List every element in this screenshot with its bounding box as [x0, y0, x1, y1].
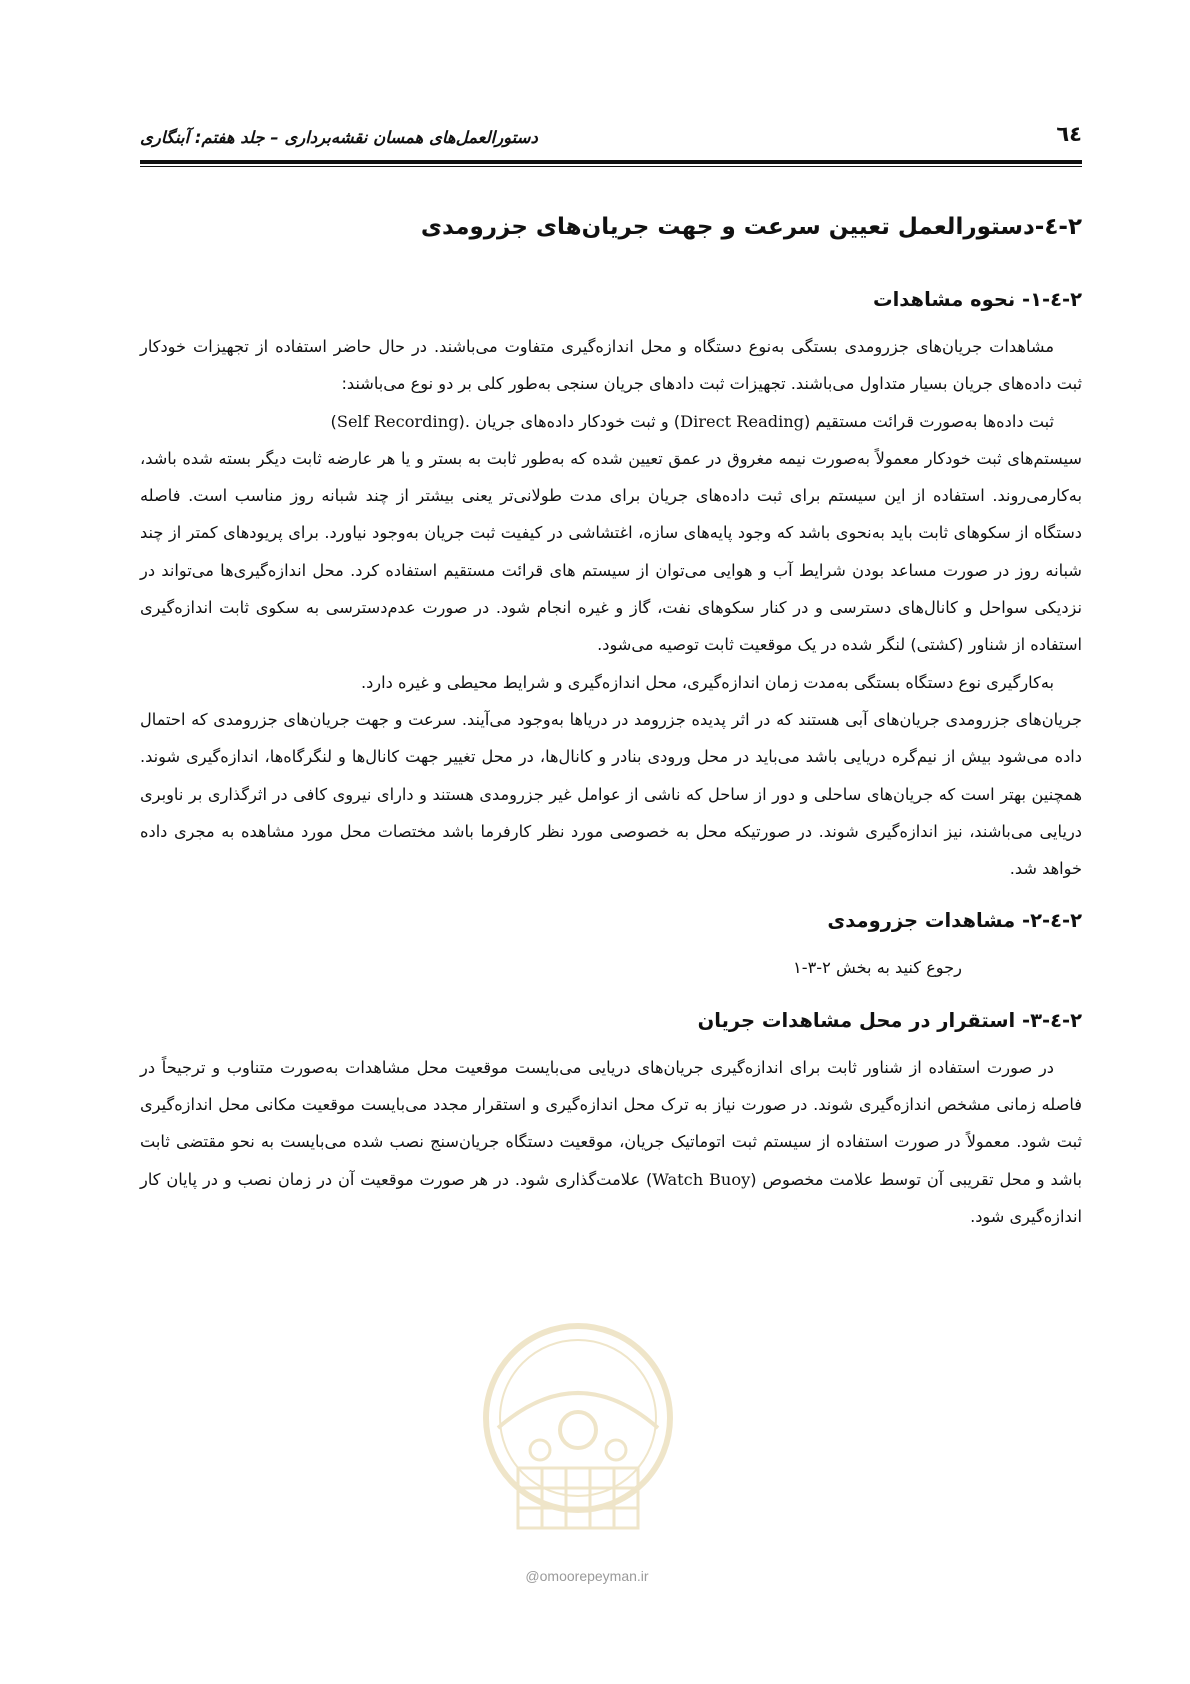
- paragraph-device-choice: به‌کارگیری نوع دستگاه بستگی به‌مدت زمان اندازه‌گیری، محل اندازه‌گیری و شرایط محیطی و غیره دارد.: [360, 672, 1054, 692]
- header-rule-thin: [140, 166, 1082, 167]
- paragraph-station-setup: [140, 1049, 1082, 1235]
- text-segment: ثبت داده‌ها به‌صورت قرائت مستقیم (: [804, 411, 1054, 431]
- running-header-title: دستورالعمل‌های همسان نقشه‌برداری – جلد هفتم: آبنگاری: [140, 128, 538, 147]
- section-heading-observation-method: ٢-٤-١- نحوه مشاهدات: [873, 288, 1082, 311]
- page-body: [140, 210, 1082, 1235]
- term-direct-reading: Direct Reading: [680, 411, 805, 431]
- header-rule-thick: [140, 160, 1082, 164]
- term-self-recording: Self Recording: [336, 411, 459, 431]
- chapter-title: ٢-٤-دستورالعمل تعیین سرعت و جهت جریان‌های جزرومدی: [420, 214, 1082, 240]
- spacer: [140, 887, 1082, 905]
- text-segment: ): [330, 411, 337, 431]
- paragraph-reference: رجوع کنید به بخش ٢-٣-١: [793, 958, 962, 978]
- paragraph-tidal-currents: جریان‌های جزرومدی جریان‌های آبی هستند که در اثر پدیده جزرومد در دریاها به‌وجود می‌آیند. سرعت و جهت جریان‌های جزرومدی که احتمال داده می‌شود بیش از نیم‌گره دریایی باشد می‌باید در محل ورودی بنادر و کانال‌ها، در محل تغییر جهت کانال‌ها و لنگرگاه‌ها، اندازه‌گیری شوند. همچنین بهتر است که جریان‌های ساحلی و دور از ساحل که ناشی از عوامل غیر جزرومدی هستند و دارای نیروی کافی در اثرگذاری بر ناوبری دریایی می‌باشند، نیز اندازه‌گیری شوند. در صورتیکه محل به خصوصی مورد نظر کارفرما باشد مختصات محل مورد مشاهده به مجری داده خواهد شد.: [140, 709, 1082, 879]
- spacer: [140, 987, 1082, 1005]
- watermark-logo-icon: [478, 1318, 678, 1538]
- section-heading-station-setup: ٢-٤-٣- استقرار در محل مشاهدات جریان: [697, 1008, 1082, 1032]
- paragraph-auto-systems: سیستم‌های ثبت خودکار معمولاً به‌صورت نیمه مغروق در عمق تعیین شده که به‌طور ثابت به بستر و یا هر عارضه ثابت دیگر بسته شده باشد، به‌کارمی‌روند. استفاده از این سیستم برای ثبت داده‌های جریان برای مدت طولانی‌تر یعنی بیشتر از چند شبانه روز مناسب است. فاصله دستگاه از سکوهای ثابت باید به‌نحوی باشد که وجود پایه‌های سازه، اغتشاشی در کیفیت ثبت جریان به‌وجود نیاورد. برای پریودهای کمتر از چند شبانه روز در صورت مساعد بودن شرایط آب و هوایی می‌توان از سیستم های قرائت مستقیم استفاده کرد. محل اندازه‌گیری‌ها می‌تواند در نزدیکی سواحل و کانال‌های دسترسی و در کنار سکوهای نفت، گاز و غیره انجام شود. در صورت عدم‌دسترسی به سکوی ثابت اندازه‌گیری استفاده از شناور (کشتی) لنگر شده در یک موقعیت ثابت توصیه می‌شود.: [140, 448, 1082, 655]
- term-watch-buoy: Watch Buoy: [652, 1169, 751, 1189]
- section-heading-tidal-observations: ٢-٤-٢- مشاهدات جزرومدی: [827, 909, 1082, 933]
- paragraph-recording-types: [140, 403, 1082, 440]
- text-segment: در صورت استفاده از شناور ثابت برای اندازه‌گیری جریان‌های دریایی می‌بایست موقعیت محل مشاهدات به‌صورت متناوب و ترجیحاً در فاصله زمانی مشخص اندازه‌گیری شوند. در صورت نیاز به ترک محل اندازه‌گیری و استقرار مجدد می‌بایست موقعیت مکانی محل اندازه‌گیری ثبت شود. معمولاً در صورت استفاده از سیستم ثبت اتوماتیک جریان، موقعیت دستگاه جریان‌سنج نصب شده می‌بایست به نحو مقتضی ثابت باشد و محل تقریبی آن توسط علامت مخصوص (: [140, 1057, 1082, 1189]
- text-segment: ) و ثبت خودکار داده‌های جریان .(: [458, 411, 681, 431]
- page-number: ٦٤: [1056, 122, 1082, 146]
- text-segment: ) علامت‌گذاری شود. در هر صورت موقعیت آن در زمان نصب و در پایان کار اندازه‌گیری شود.: [140, 1169, 1082, 1226]
- paragraph-intro: مشاهدات جریان‌های جزرومدی بستگی به‌نوع دستگاه و محل اندازه‌گیری متفاوت می‌باشند. در حال حاضر استفاده از تجهیزات خودکار ثبت داده‌های جریان بسیار متداول می‌باشند. تجهیزات ثبت دادهای جریان سنجی به‌طور کلی بر دو نوع می‌باشند:: [140, 337, 1082, 394]
- watermark-url: @omoorepeyman.ir: [525, 1568, 649, 1584]
